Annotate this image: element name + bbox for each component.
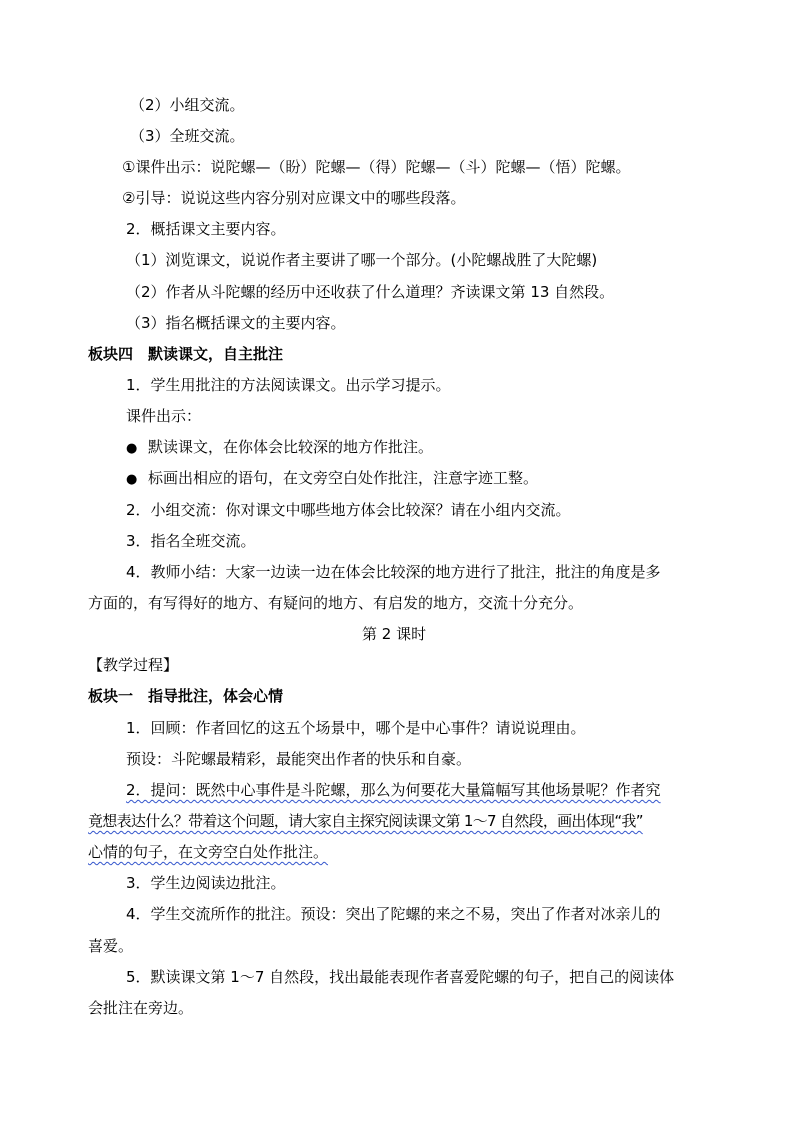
text-line: 1．回顾：作者回忆的这五个场景中，哪个是中心事件？请说说理由。	[126, 719, 586, 737]
text-line: 3．指名全班交流。	[126, 532, 256, 550]
text-line: （3）全班交流。	[130, 127, 245, 145]
text-line: 方面的，有写得好的地方、有疑问的地方、有启发的地方，交流十分充分。	[88, 594, 584, 612]
text-line: 1．学生用批注的方法阅读课文。出示学习提示。	[126, 376, 451, 394]
text-line: 2．概括课文主要内容。	[126, 220, 286, 238]
section-heading: 板块一 指导批注，体会心情	[88, 687, 284, 705]
text-line: 2．提问：既然中心事件是斗陀螺，那么为何要花大量篇幅写其他场景呢？作者究	[126, 781, 661, 799]
text-line: 课件出示：	[126, 407, 202, 425]
section-heading: 【教学过程】	[88, 656, 179, 674]
text-line: （2）作者从斗陀螺的经历中还收获了什么道理？齐读课文第 13 自然段。	[126, 283, 615, 301]
text-line: 4．学生交流所作的批注。预设：突出了陀螺的来之不易，突出了作者对冰亲儿的	[126, 905, 661, 923]
lesson-title: 第 2 课时	[362, 625, 427, 643]
text-line: （1）浏览课文，说说作者主要讲了哪一个部分。(小陀螺战胜了大陀螺)	[126, 251, 598, 269]
section-heading: 板块四 默读课文，自主批注	[88, 345, 284, 363]
text-line: 4．教师小结：大家一边读一边在体会比较深的地方进行了批注，批注的角度是多	[126, 563, 661, 581]
text-line: 5．默读课文第 1～7 自然段，找出最能表现作者喜爱陀螺的句子，把自己的阅读体	[126, 968, 675, 986]
text-line: ②引导：说说这些内容分别对应课文中的哪些段落。	[122, 189, 466, 207]
text-line: 喜爱。	[88, 937, 134, 955]
bullet-item: ● 默读课文，在你体会比较深的地方作批注。	[126, 437, 433, 459]
bullet-item: ● 标画出相应的语句，在文旁空白处作批注，注意字迹工整。	[126, 468, 538, 490]
text-line: 竟想表达什么？带着这个问题，请大家自主探究阅读课文第 1～7 自然段，画出体现“我”	[88, 812, 643, 830]
text-line: 3．学生边阅读边批注。	[126, 874, 286, 892]
text-line: ①课件出示：说陀螺—（盼）陀螺—（得）陀螺—（斗）陀螺—（悟）陀螺。	[122, 158, 631, 176]
text-line: （3）指名概括课文的主要内容。	[126, 314, 346, 332]
text-line: 2．小组交流：你对课文中哪些地方体会比较深？请在小组内交流。	[126, 501, 571, 519]
text-line: （2）小组交流。	[130, 96, 245, 114]
text-line: 预设：斗陀螺最精彩，最能突出作者的快乐和自豪。	[126, 750, 472, 768]
text-line: 会批注在旁边。	[88, 999, 194, 1017]
text-line: 心情的句子，在文旁空白处作批注。	[88, 843, 329, 861]
